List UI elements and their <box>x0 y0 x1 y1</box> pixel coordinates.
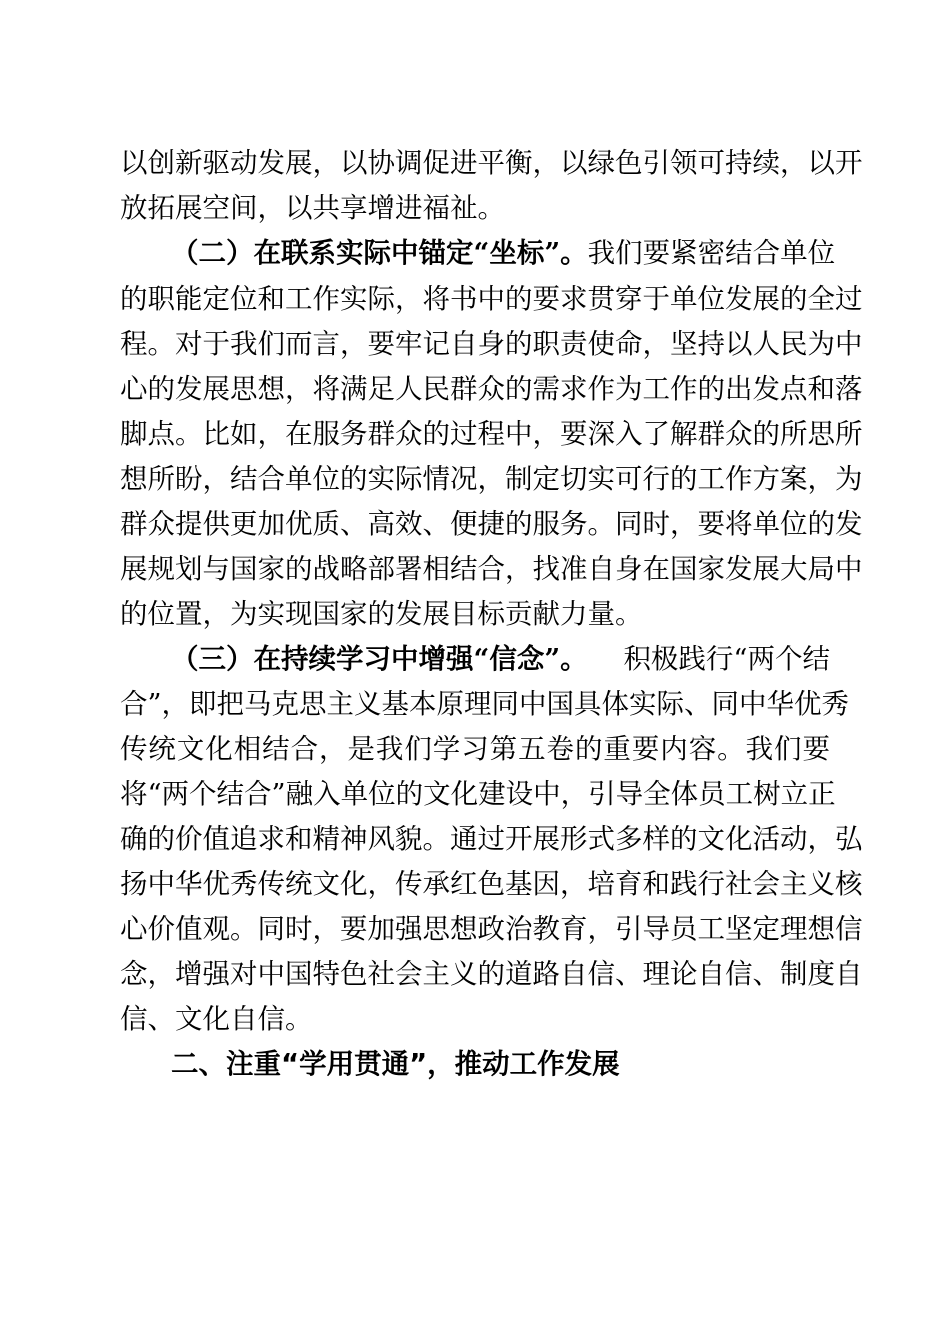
section-heading: 二、注重“学用贯通”，推动工作发展 <box>171 1048 620 1080</box>
paragraph-1-line-1: 以创新驱动发展，以协调促进平衡，以绿色引领可持续，以开 <box>120 147 863 179</box>
paragraph-2-line: 的位置，为实现国家的发展目标贡献力量。 <box>120 598 643 630</box>
paragraph-2-line: 展规划与国家的战略部署相结合，找准自身在国家发展大局中 <box>120 553 863 585</box>
paragraph-3-line: 扬中华优秀传统文化，传承红色基因，培育和践行社会主义核 <box>120 868 863 900</box>
paragraph-2-line: 程。对于我们而言，要牢记自身的职责使命，坚持以人民为中 <box>120 328 863 360</box>
paragraph-2-line: 的职能定位和工作实际，将书中的要求贯穿于单位发展的全过 <box>120 283 863 315</box>
paragraph-3-first-rest: 积极践行“两个结 <box>623 643 830 675</box>
paragraph-2-first-line <box>171 231 836 275</box>
paragraph-3-first-line <box>171 637 830 681</box>
paragraph-1-line-2: 放拓展空间，以共享增进福祉。 <box>120 192 505 224</box>
paragraph-2-line: 心的发展思想，将满足人民群众的需求作为工作的出发点和落 <box>120 373 863 405</box>
paragraph-2-first-rest: 我们要紧密结合单位 <box>587 237 836 269</box>
paragraph-3-line: 传统文化相结合，是我们学习第五卷的重要内容。我们要 <box>120 733 830 765</box>
paragraph-2-line: 脚点。比如，在服务群众的过程中，要深入了解群众的所思所 <box>120 418 863 450</box>
paragraph-2-line: 群众提供更加优质、高效、便捷的服务。同时，要将单位的发 <box>120 508 863 540</box>
paragraph-3-line: 心价值观。同时，要加强思想政治教育，引导员工坚定理想信 <box>120 913 863 945</box>
paragraph-2-lead: （二）在联系实际中锚定“坐标”。 <box>171 237 588 269</box>
paragraph-3-line: 合”，即把马克思主义基本原理同中国具体实际、同中华优秀 <box>120 688 850 720</box>
paragraph-3-lead: （三）在持续学习中增强“信念”。 <box>171 643 588 675</box>
paragraph-3-line: 念，增强对中国特色社会主义的道路自信、理论自信、制度自 <box>120 958 863 990</box>
paragraph-3-line: 信、文化自信。 <box>120 1003 313 1035</box>
paragraph-3-line: 将“两个结合”融入单位的文化建设中，引导全体员工树立正 <box>120 778 836 810</box>
paragraph-2-line: 想所盼，结合单位的实际情况，制定切实可行的工作方案，为 <box>120 463 863 495</box>
paragraph-3-line: 确的价值追求和精神风貌。通过开展形式多样的文化活动，弘 <box>120 823 863 855</box>
